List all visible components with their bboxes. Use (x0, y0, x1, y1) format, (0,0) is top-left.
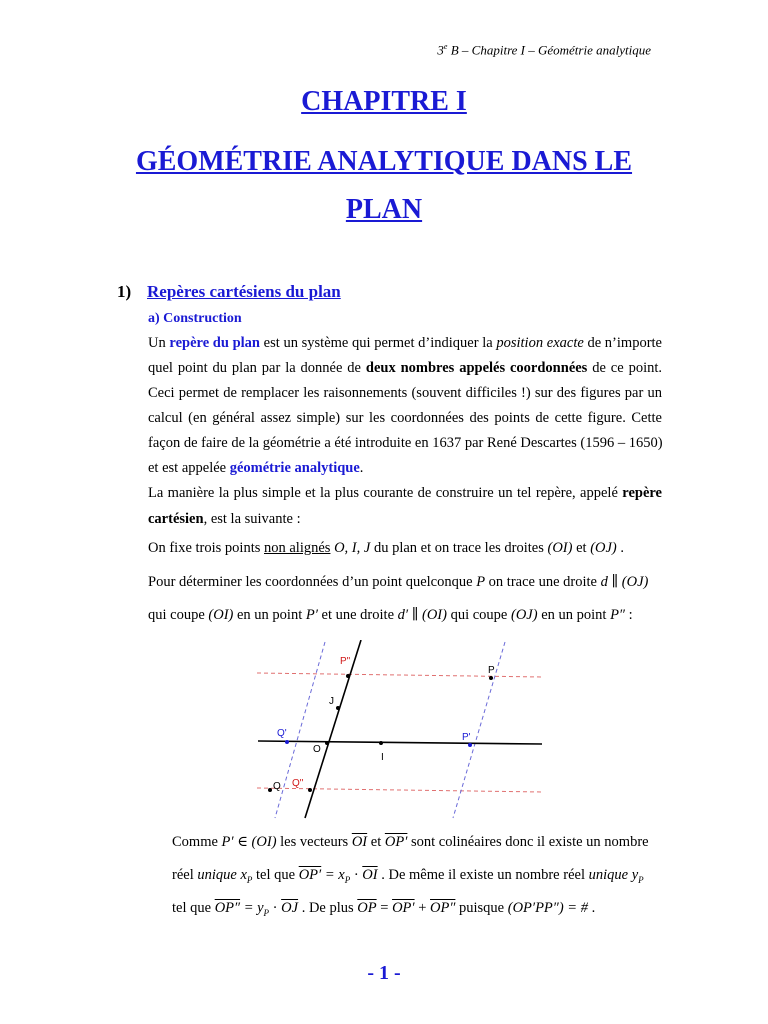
text-line: calcul (en général assez simple) sur les coordonnées des points de cette figure. Cette (148, 410, 662, 426)
label-q: Q (273, 781, 281, 792)
label-p: P (488, 665, 495, 676)
text-line: Comme P′ ∈ (OI) les vecteurs $\overline{OI}$ et OP′ sont colinéaires donc il existe un nombre (172, 834, 649, 850)
label-p-double-prime: P" (340, 656, 351, 667)
line-oi (258, 741, 542, 744)
construction-figure (255, 640, 545, 820)
section-number: 1) (117, 282, 132, 301)
label-p-prime: P' (462, 732, 471, 743)
label-q-double-prime: Q" (292, 778, 304, 789)
text-line: Un repère du plan est un système qui permet d’indiquer la position exacte de n’importe (148, 335, 662, 351)
text-line: La manière la plus simple et la plus courante de construire un tel repère, appelé repère (148, 485, 662, 501)
label-j: J (329, 696, 334, 707)
label-o: O (313, 744, 321, 755)
text-line: cartésien, est la suivante : (148, 511, 301, 527)
point-j (336, 706, 340, 710)
chapter-subtitle-line1: GÉOMÉTRIE ANALYTIQUE DANS LE (135, 146, 633, 177)
dashed-line-d-prime-upper (257, 673, 543, 677)
label-q-prime: Q' (277, 728, 287, 739)
point-o (325, 741, 329, 745)
text-line: façon de faire de la géométrie a été introduite en 1637 par René Descartes (1596 – 1650) (148, 435, 663, 451)
text-line: On fixe trois points non alignés O, I, J du plan et on trace les droites (OI) et (OJ) . (148, 540, 625, 556)
running-header: 3e B – Chapitre I – Géométrie analytique (437, 42, 651, 58)
point-p-double-prime (346, 674, 350, 678)
point-q-prime (285, 740, 289, 744)
point-q-double-prime (308, 788, 312, 792)
text-line: réel unique $x_P$ tel que $OP' = x_P \cdot \overline{OI}$ . De même il existe un nombre réel unique $y_P$ (172, 867, 644, 885)
page-number: - 1 - (367, 962, 401, 984)
text-line: quel point du plan par la donnée de deux nombres appelés coordonnées de ce point. (148, 360, 662, 376)
point-p (489, 676, 493, 680)
chapter-subtitle-line2: PLAN (345, 194, 423, 225)
text-line: Pour déterminer les coordonnées d’un point quelconque P on trace une droite d ∥ (OJ) (148, 574, 649, 590)
text-line: Ceci permet de remplacer les raisonnements (souvent difficiles !) sur des figures par un (148, 385, 662, 401)
subsection-heading: a) Construction (148, 311, 242, 326)
section-heading (117, 282, 341, 302)
label-i: I (381, 752, 384, 763)
text-line: qui coupe (OI) en un point P′ et une droite d′ ∥ (OI) qui coupe (OJ) en un point P″ : (148, 607, 633, 623)
point-p-prime (468, 743, 472, 747)
text-line: tel que $OP'' = y_P \cdot \overline{OJ}$ . De plus $\overline{OP} = OP' + OP''$ puisque (OP′PP″) = # . (172, 900, 596, 918)
text-line: et est appelée géométrie analytique. (148, 460, 364, 476)
line-oj (305, 640, 361, 818)
point-q (268, 788, 272, 792)
chapter-title: CHAPITRE I (301, 86, 467, 117)
point-i (379, 741, 383, 745)
section-title: Repères cartésiens du plan (147, 282, 341, 301)
